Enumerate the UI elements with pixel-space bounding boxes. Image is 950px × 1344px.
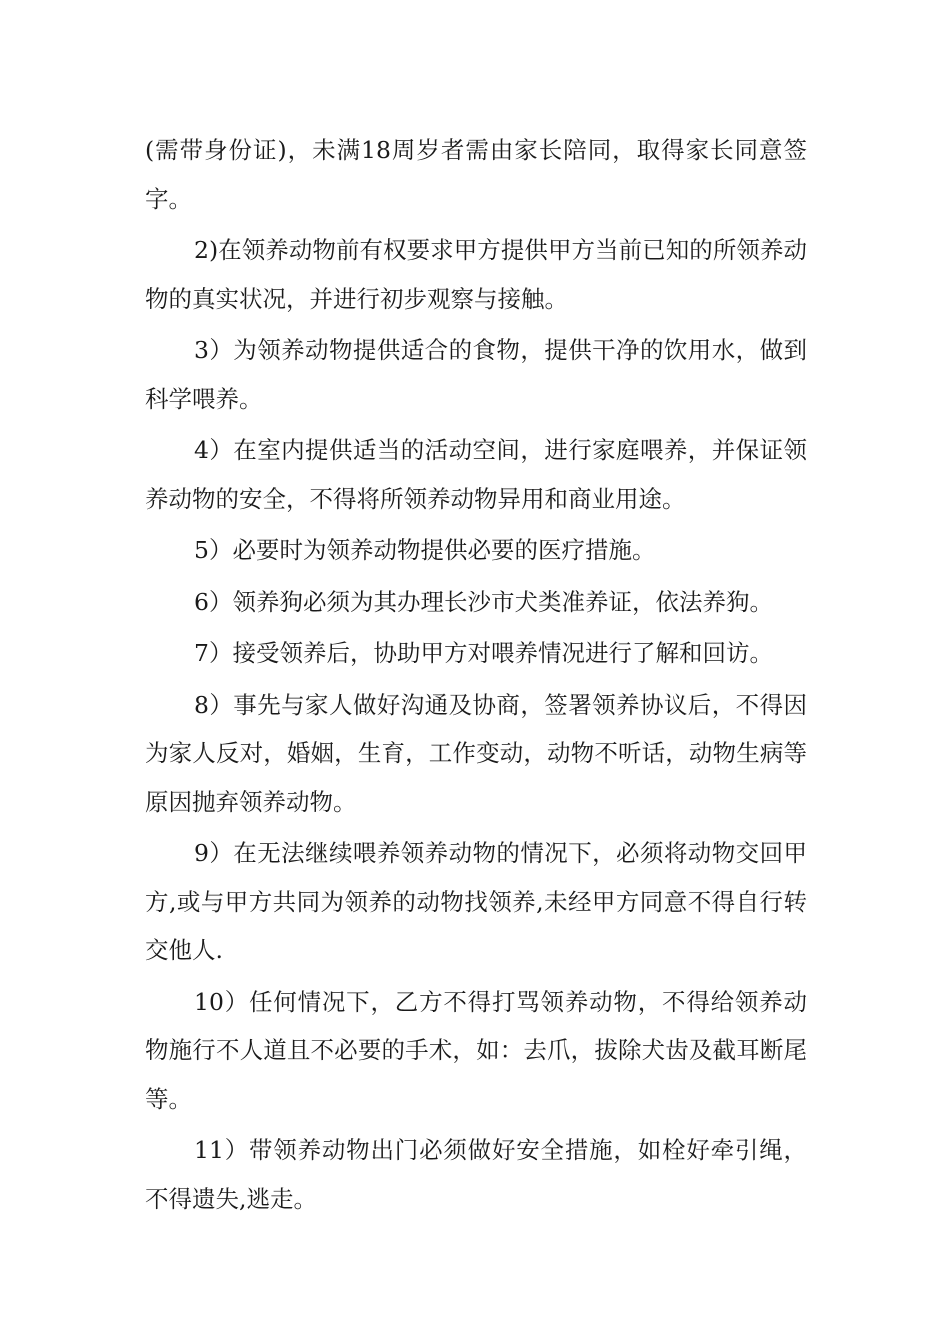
paragraph-item-4: 4）在室内提供适当的活动空间，进行家庭喂养，并保证领养动物的安全，不得将所领养动物异用和商业用途。 [145,436,807,513]
paragraph-item-10: 10）任何情况下，乙方不得打骂领养动物，不得给领养动物施行不人道且不必要的手术，如：去爪，拔除犬齿及截耳断尾等。 [145,987,807,1113]
paragraph-item-6: 6）领养狗必须为其办理长沙市犬类准养证，依法养狗。 [194,587,773,616]
paragraph-consent: (需带身份证)，未满18周岁者需由家长陪同，取得家长同意签字。 [145,136,807,213]
document-body [145,126,807,1226]
paragraph-item-5: 5）必要时为领养动物提供必要的医疗措施。 [194,536,656,564]
paragraph-item-11: 11）带领养动物出门必须做好安全措施，如栓好牵引绳，不得遗失,逃走。 [145,1136,807,1213]
paragraph-item-9: 9）在无法继续喂养领养动物的情况下，必须将动物交回甲方,或与甲方共同为领养的动物找领养,未经甲方同意不得自行转交他人. [145,839,807,964]
paragraph-item-2: 2)在领养动物前有权要求甲方提供甲方当前已知的所领养动物的真实状况，并进行初步观察与接触。 [145,236,807,313]
paragraph-item-8: 8）事先与家人做好沟通及协商，签署领养协议后，不得因为家人反对，婚姻，生育，工作变动，动物不听话，动物生病等原因抛弃领养动物。 [145,690,807,816]
paragraph-item-7: 7）接受领养后，协助甲方对喂养情况进行了解和回访。 [194,639,773,667]
paragraph-item-3: 3）为领养动物提供适合的食物，提供干净的饮用水，做到科学喂养。 [145,336,807,413]
